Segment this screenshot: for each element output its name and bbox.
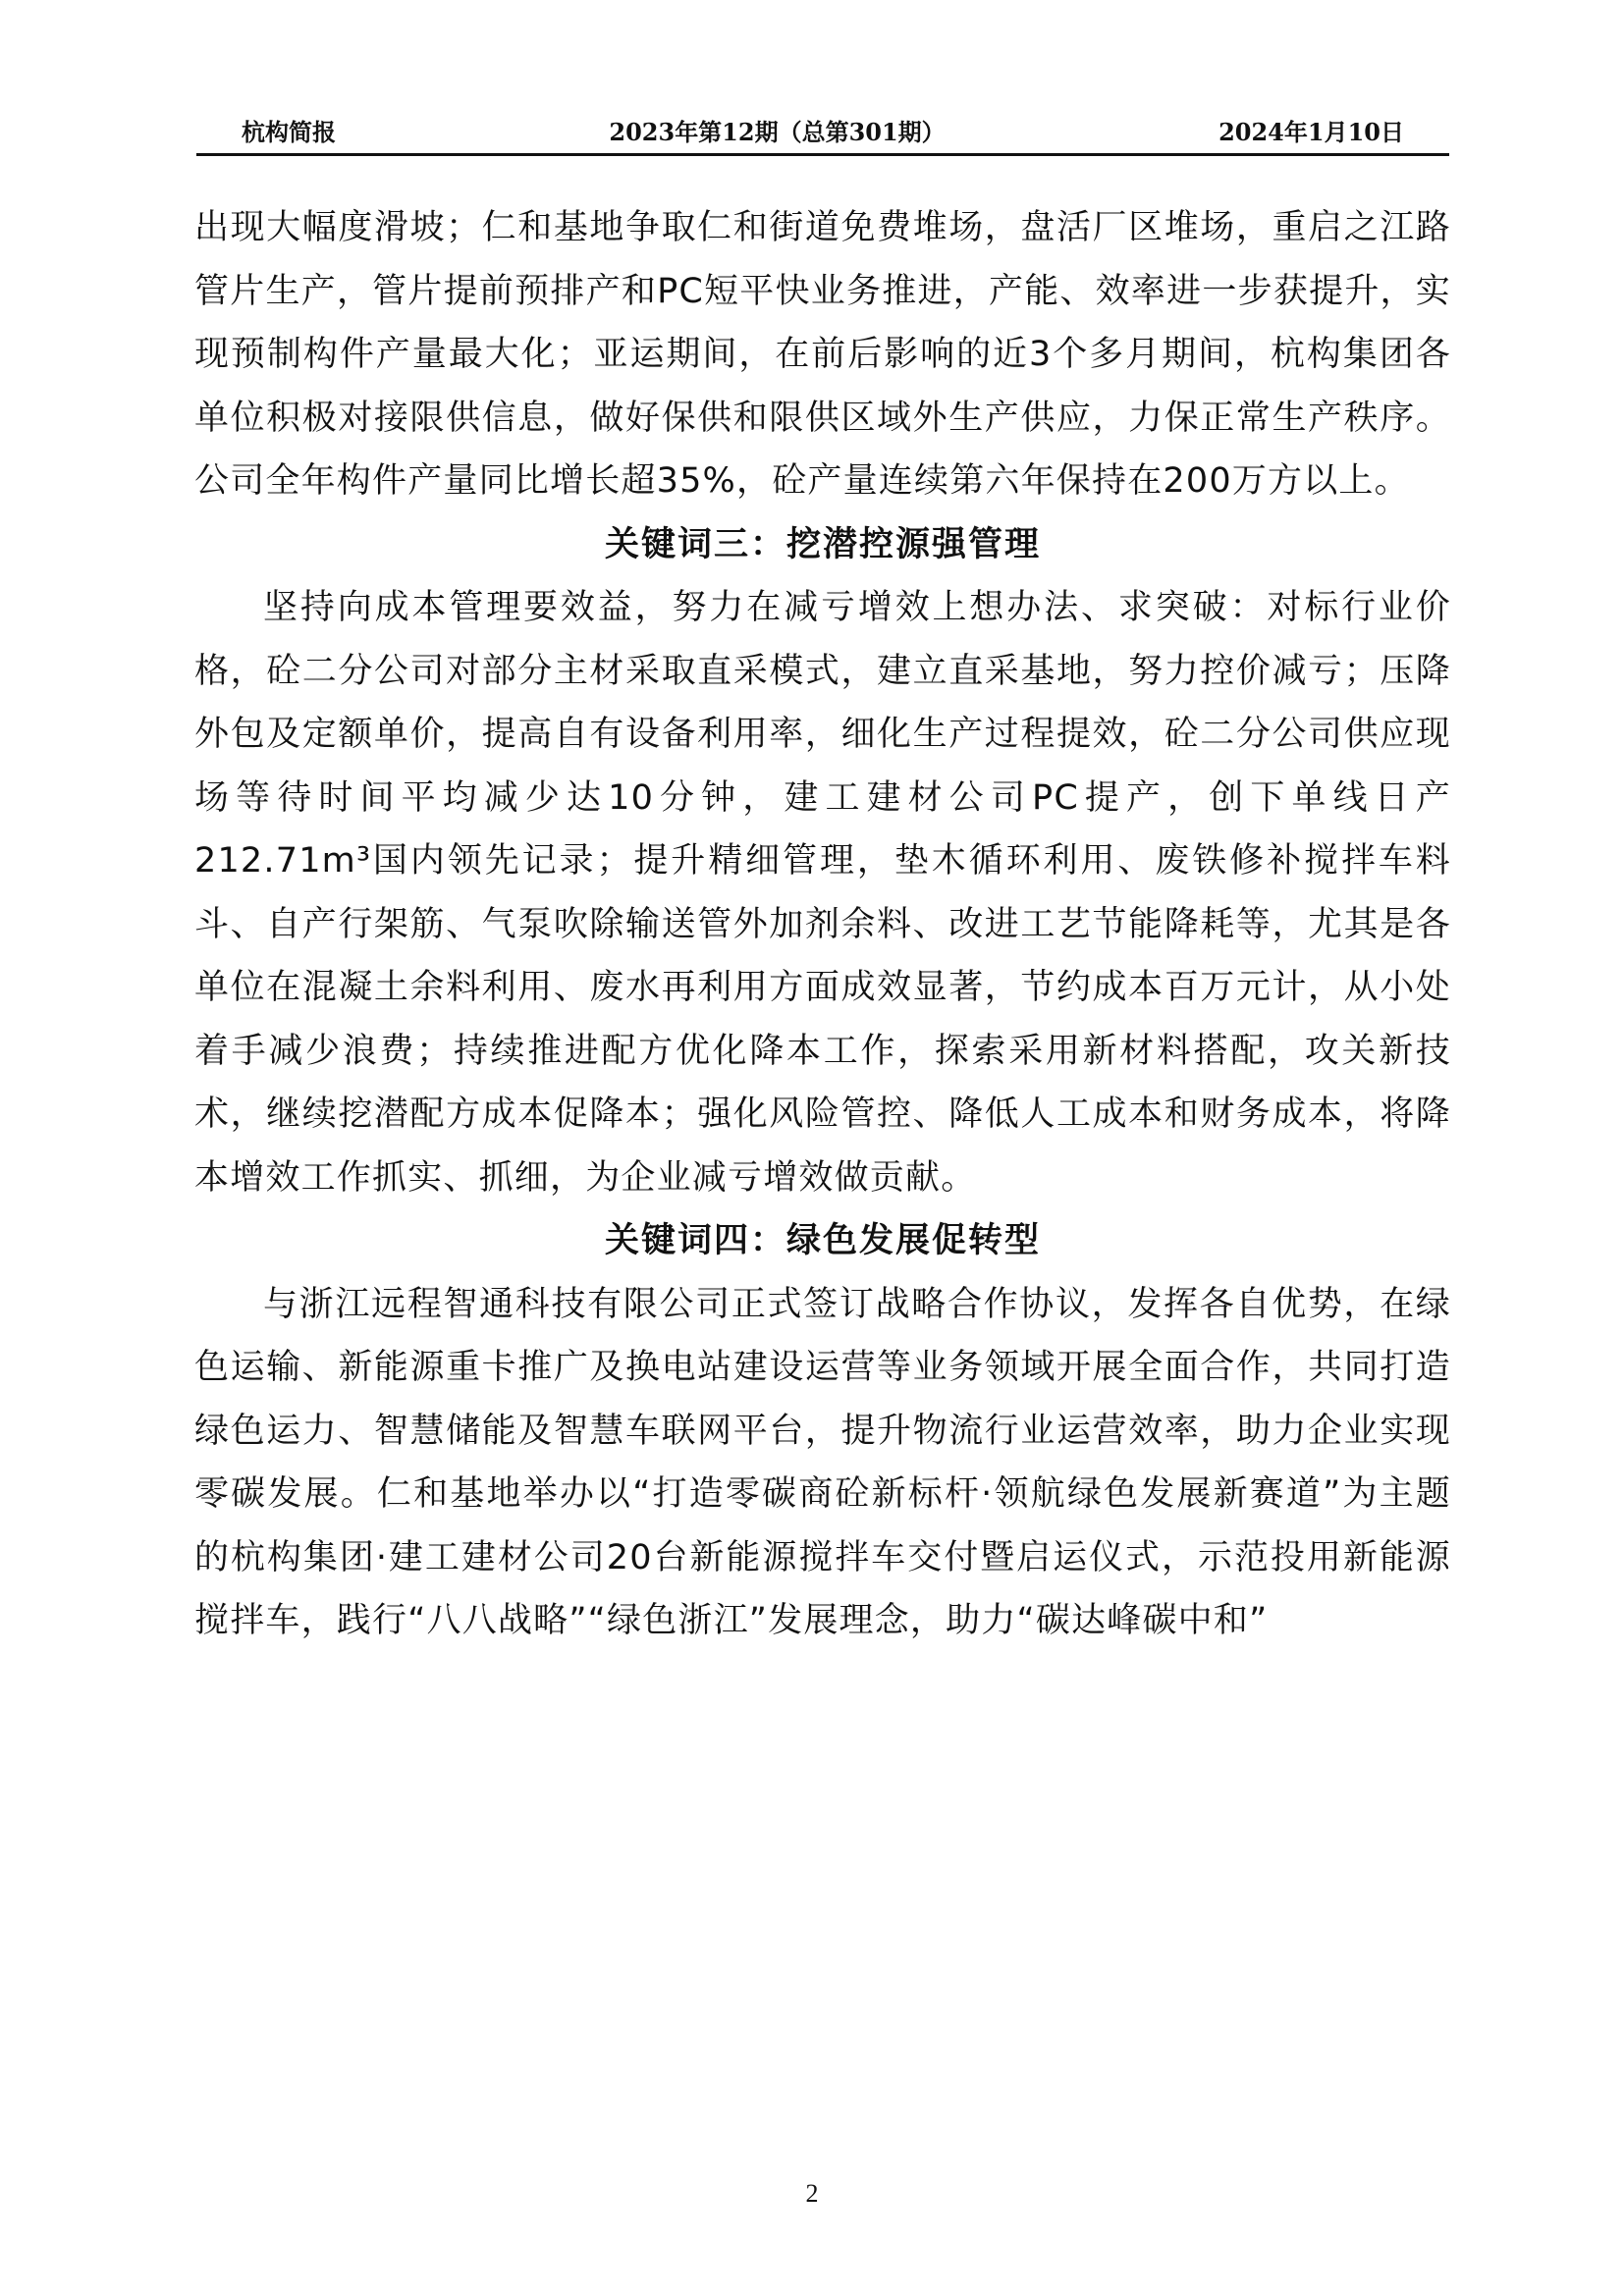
page-header — [196, 110, 1449, 153]
header-rule — [196, 153, 1449, 156]
paragraph-continued: 出现大幅度滑坡；仁和基地争取仁和街道免费堆场，盘活厂区堆场，重启之江路管片生产，管片提前预排产和PC短平快业务推进，产能、效率进一步获提升，实现预制构件产量最大化；亚运期间，在前后影响的近3个多月期间，杭构集团各单位积极对接限供信息，做好保供和限供区域外生产供应，力保正常生产秩序。公司全年构件产量同比增长超35%，砼产量连续第六年保持在200万方以上。 — [194, 208, 1451, 501]
article-body — [194, 196, 1451, 1653]
paragraph-cost-management: 坚持向成本管理要效益，努力在减亏增效上想办法、求突破：对标行业价格，砼二分公司对部分主材采取直采模式，建立直采基地，努力控价减亏；压降外包及定额单价，提高自有设备利用率，细化生产过程提效，砼二分公司供应现场等待时间平均减少达10分钟，建工建材公司PC提产，创下单线日产212.71m³国内领先记录；提升精细管理，垫木循环利用、废铁修补搅拌车料斗、自产行架筋、气泵吹除输送管外加剂余料、改进工艺节能降耗等，尤其是各单位在混凝土余料利用、废水再利用方面成效显著，节约成本百万元计，从小处着手减少浪费；持续推进配方优化降本工作，探索采用新材料搭配，攻关新技术，继续挖潜配方成本促降本；强化风险管控、降低人工成本和财务成本，将降本增效工作抓实、抓细，为企业减亏增效做贡献。 — [194, 588, 1451, 1198]
header-issue-number: 2023年第12期（总第301期） — [609, 118, 946, 146]
header-date: 2024年1月10日 — [1218, 118, 1404, 146]
page-number: 2 — [805, 2179, 819, 2208]
paragraph-green-development: 与浙江远程智通科技有限公司正式签订战略合作协议，发挥各自优势，在绿色运输、新能源重卡推广及换电站建设运营等业务领域开展全面合作，共同打造绿色运力、智慧储能及智慧车联网平台，提升物流行业运营效率，助力企业实现零碳发展。仁和基地举办以“打造零碳商砼新标杆·领航绿色发展新赛道”为主题的杭构集团·建工建材公司20台新能源搅拌车交付暨启运仪式，示范投用新能源搅拌车，践行“八八战略”“绿色浙江”发展理念，助力“碳达峰碳中和” — [194, 1284, 1451, 1640]
section-heading-keyword-four: 关键词四：绿色发展促转型 — [604, 1221, 1041, 1260]
header-publication-name: 杭构简报 — [242, 118, 336, 146]
section-heading-keyword-three: 关键词三：挖潜控源强管理 — [604, 524, 1041, 564]
